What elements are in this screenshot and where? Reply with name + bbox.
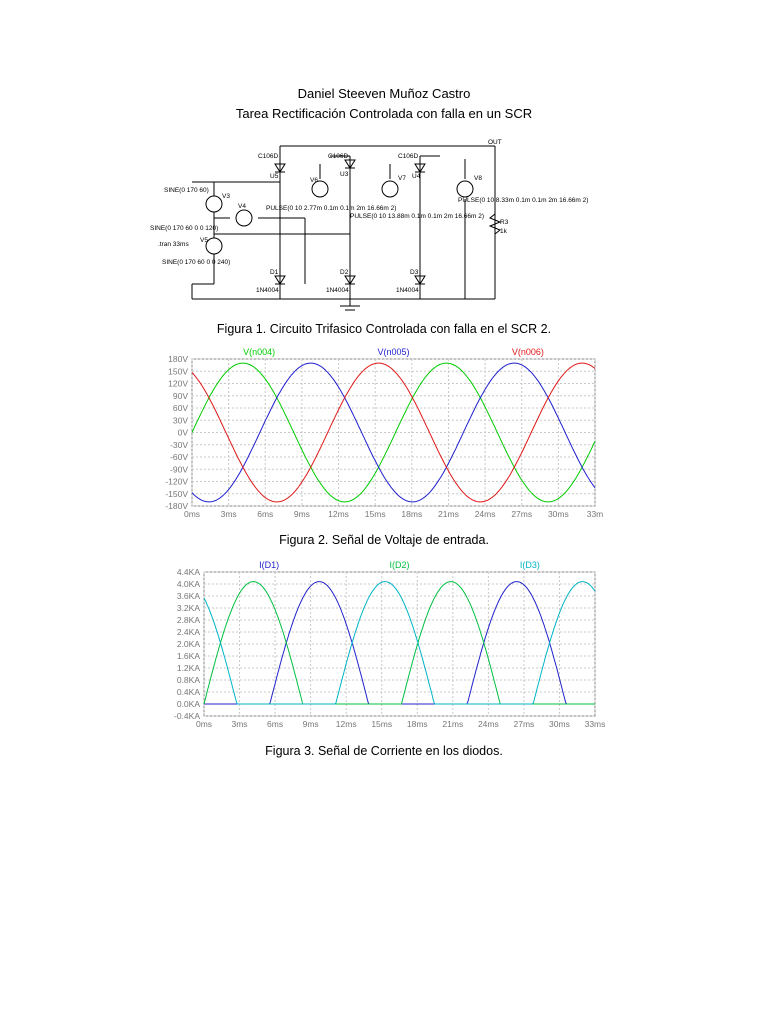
x-tick-label: 24ms bbox=[477, 719, 499, 729]
y-tick-label: 3.2KA bbox=[176, 603, 200, 613]
x-tick-label: 21ms bbox=[438, 509, 459, 519]
y-tick-label: -150V bbox=[165, 488, 188, 499]
y-tick-label: 150V bbox=[168, 366, 188, 377]
d1-ref: D1 bbox=[270, 269, 279, 276]
legend-label: I(D1) bbox=[259, 560, 280, 570]
v3-ref: V3 bbox=[222, 193, 230, 200]
y-tick-label: 3.6KA bbox=[176, 591, 200, 601]
legend-label: V(n004) bbox=[243, 347, 276, 357]
x-tick-label: 9ms bbox=[302, 719, 319, 729]
v5-value: SINE(0 170 60 0 0 240) bbox=[162, 259, 231, 266]
voltage-chart bbox=[142, 345, 602, 530]
x-tick-label: 33ms bbox=[584, 719, 606, 729]
y-tick-label: 2.0KA bbox=[176, 639, 200, 649]
x-tick-label: 18ms bbox=[406, 719, 428, 729]
y-tick-label: 90V bbox=[172, 390, 188, 401]
tran-directive: .tran 33ms bbox=[158, 241, 189, 248]
v6-value: PULSE(0 10 2.77m 0.1m 0.1m 2m 16.66m 2) bbox=[266, 205, 397, 212]
y-tick-label: 0.8KA bbox=[176, 675, 200, 685]
x-tick-label: 27ms bbox=[513, 719, 535, 729]
x-tick-label: 6ms bbox=[257, 509, 274, 519]
d2-value: 1N4004 bbox=[326, 287, 349, 294]
v4-value: SINE(0 170 60 0 0 120) bbox=[150, 225, 219, 232]
u5-ref: U5 bbox=[270, 173, 279, 180]
x-tick-label: 3ms bbox=[231, 719, 248, 729]
x-tick-label: 9ms bbox=[293, 509, 310, 519]
u3-ref: U3 bbox=[340, 171, 349, 178]
x-tick-label: 33m bbox=[586, 509, 604, 519]
y-tick-label: -120V bbox=[165, 476, 188, 487]
v3-value: SINE(0 170 60) bbox=[164, 187, 209, 194]
out-label: OUT bbox=[488, 139, 502, 146]
x-tick-label: 3ms bbox=[220, 509, 237, 519]
x-tick-label: 12ms bbox=[328, 509, 349, 519]
y-tick-label: -30V bbox=[170, 439, 188, 450]
y-tick-label: 120V bbox=[168, 378, 188, 389]
y-tick-label: 30V bbox=[172, 415, 188, 426]
y-tick-label: -0.4KA bbox=[174, 711, 200, 721]
circuit-schematic bbox=[150, 134, 620, 314]
v4-ref: V4 bbox=[238, 203, 246, 210]
d3-value: 1N4004 bbox=[396, 287, 419, 294]
title-block bbox=[0, 84, 768, 124]
x-tick-label: 0ms bbox=[195, 719, 213, 729]
author-name: Daniel Steeven Muñoz Castro bbox=[297, 86, 471, 101]
y-tick-label: 4.0KA bbox=[176, 579, 200, 589]
y-tick-label: 180V bbox=[168, 354, 188, 364]
d3-ref: D3 bbox=[410, 269, 419, 276]
u4-ref: U4 bbox=[412, 173, 421, 180]
y-tick-label: 4.4KA bbox=[176, 567, 200, 577]
legend-label: V(n006) bbox=[511, 347, 544, 357]
y-tick-label: 0.0KA bbox=[176, 699, 200, 709]
v8-ref: V8 bbox=[474, 175, 482, 182]
y-tick-label: 1.6KA bbox=[176, 651, 200, 661]
y-tick-label: 2.8KA bbox=[176, 615, 200, 625]
legend-label: I(D3) bbox=[519, 560, 540, 570]
x-tick-label: 15ms bbox=[371, 719, 393, 729]
figure-3-caption: Figura 3. Señal de Corriente en los diodos. bbox=[265, 744, 503, 758]
figure-1-caption: Figura 1. Circuito Trifasico Controlada con falla en el SCR 2. bbox=[216, 322, 552, 336]
x-tick-label: 6ms bbox=[267, 719, 284, 729]
r3-value: 1k bbox=[500, 228, 507, 235]
v8-value: PULSE(0 10 8.33m 0.1m 0.1m 2m 16.66m 2) bbox=[458, 197, 589, 204]
y-tick-label: 0V bbox=[177, 427, 188, 438]
x-tick-label: 21ms bbox=[442, 719, 464, 729]
x-tick-label: 27ms bbox=[511, 509, 533, 519]
y-tick-label: -60V bbox=[170, 452, 188, 462]
v7-ref: V7 bbox=[398, 175, 406, 182]
v5-ref: V5 bbox=[200, 237, 208, 244]
legend-label: V(n005) bbox=[377, 347, 410, 357]
u5-part: C106D bbox=[258, 153, 279, 160]
figure-2-caption: Figura 2. Señal de Voltaje de entrada. bbox=[279, 533, 489, 547]
x-tick-label: 30ms bbox=[549, 719, 570, 729]
legend-label: I(D2) bbox=[389, 560, 410, 570]
x-tick-label: 18ms bbox=[401, 509, 423, 519]
x-tick-label: 24ms bbox=[474, 509, 496, 519]
d1-value: 1N4004 bbox=[256, 287, 279, 294]
current-chart bbox=[142, 560, 606, 740]
d2-ref: D2 bbox=[340, 269, 349, 276]
y-tick-label: -180V bbox=[165, 501, 188, 511]
u3-part: C106D bbox=[328, 153, 349, 160]
y-tick-label: 60V bbox=[172, 403, 188, 413]
assignment-title: Tarea Rectificación Controlada con falla en un SCR bbox=[235, 106, 533, 121]
y-tick-label: 2.4KA bbox=[176, 627, 200, 637]
x-tick-label: 12ms bbox=[335, 719, 357, 729]
x-tick-label: 0ms bbox=[183, 509, 201, 519]
y-tick-label: 1.2KA bbox=[176, 663, 200, 673]
v6-ref: V6 bbox=[310, 177, 318, 184]
x-tick-label: 15ms bbox=[364, 509, 386, 519]
y-tick-label: -90V bbox=[170, 464, 188, 475]
u4-part: C106D bbox=[398, 153, 419, 160]
r3-ref: R3 bbox=[500, 219, 509, 226]
y-tick-label: 0.4KA bbox=[176, 687, 200, 697]
x-tick-label: 30ms bbox=[547, 509, 569, 519]
v7-value: PULSE(0 10 13.88m 0.1m 0.1m 2m 16.66m 2) bbox=[350, 213, 485, 220]
